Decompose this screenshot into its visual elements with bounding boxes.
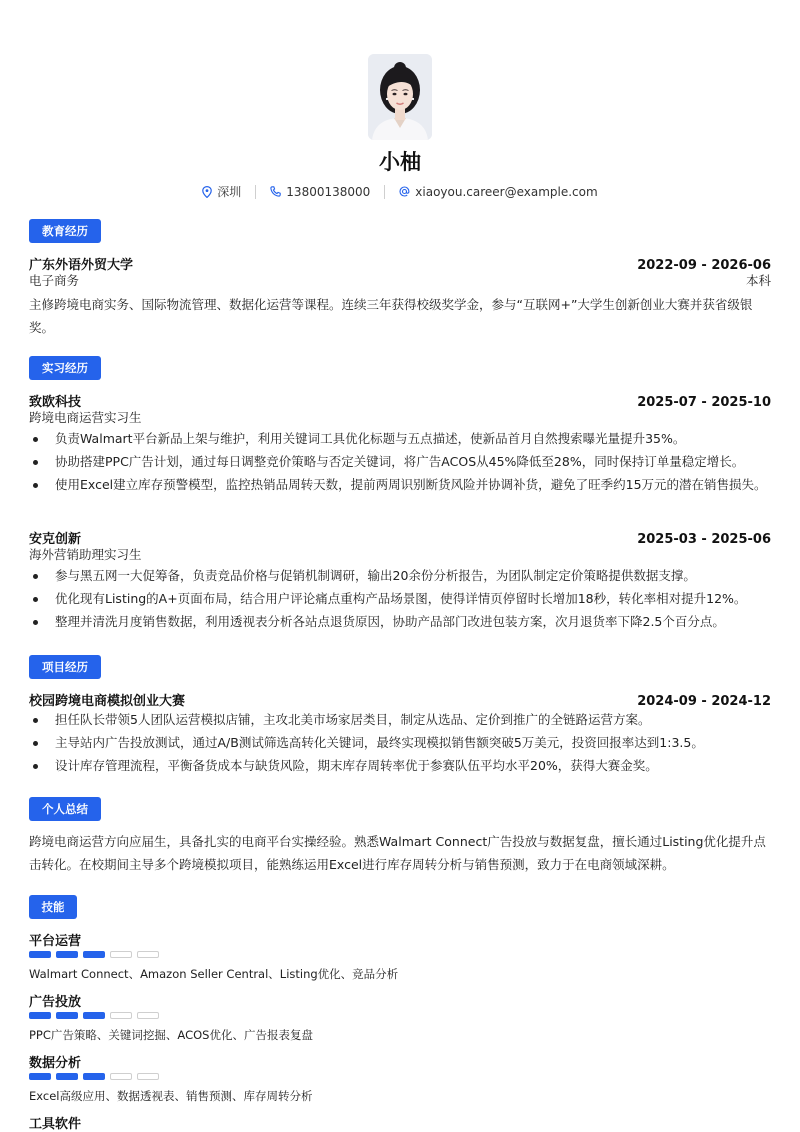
skill-level-bar bbox=[29, 1012, 159, 1019]
major: 电子商务 bbox=[29, 273, 80, 288]
skill-level-filled bbox=[56, 1012, 78, 1019]
bullet-dot bbox=[33, 741, 38, 746]
contact-divider bbox=[384, 185, 385, 199]
bullet-text: 使用Excel建立库存预警模型，监控热销品周转天数，提前两周识别断货风险并协调补货，避免了旺季约15万元的潜在销售损失。 bbox=[55, 477, 767, 492]
list-item bbox=[29, 428, 771, 450]
degree: 本科 bbox=[745, 273, 771, 288]
company-name: 致欧科技 bbox=[29, 395, 82, 410]
bullet-dot bbox=[33, 483, 38, 488]
bullet-dot bbox=[33, 574, 38, 579]
internship-heading: 实习经历 bbox=[29, 356, 101, 380]
skill-title: 平台运营 bbox=[29, 934, 82, 949]
skill-level-filled bbox=[83, 951, 105, 958]
list-item bbox=[29, 709, 771, 731]
company-name: 安克创新 bbox=[29, 532, 82, 547]
skill-desc: Excel高级应用、数据透视表、销售预测、库存周转分析 bbox=[29, 1089, 313, 1103]
email-text[interactable]: xiaoyou.career@example.com bbox=[415, 184, 598, 199]
avatar bbox=[368, 54, 432, 140]
bullet-text: 主导站内广告投放测试，通过A/B测试筛选高转化关键词，最终实现模拟销售额突破5万美元，投资回报率达到1:3.5。 bbox=[55, 735, 704, 750]
phone-text: 13800138000 bbox=[286, 184, 371, 199]
skill-level-empty bbox=[137, 1012, 159, 1019]
skill-level-filled bbox=[29, 1012, 51, 1019]
contact-location bbox=[202, 183, 241, 200]
skill-level-filled bbox=[29, 1073, 51, 1080]
bullet-text: 整理并清洗月度销售数据，利用透视表分析各站点退货原因，协助产品部门改进包装方案，次月退货率下降2.5个百分点。 bbox=[55, 614, 725, 629]
list-item bbox=[29, 451, 771, 473]
list-item bbox=[29, 732, 771, 754]
skill-level-filled bbox=[83, 1012, 105, 1019]
bullet-text: 协助搭建PPC广告计划，通过每日调整竞价策略与否定关键词，将广告ACOS从45%降低至28%，同时保持订单量稳定增长。 bbox=[55, 454, 745, 469]
project-name: 校园跨境电商模拟创业大赛 bbox=[29, 694, 186, 709]
skills-heading: 技能 bbox=[29, 895, 77, 919]
contact-phone bbox=[270, 185, 370, 199]
bullet-dot bbox=[33, 620, 38, 625]
project-header-row bbox=[29, 690, 771, 709]
skill-level-filled bbox=[29, 951, 51, 958]
bullet-text: 优化现有Listing的A+页面布局，结合用户评论痛点重构产品场景图，使得详情页停留时长增加18秒，转化率相对提升12%。 bbox=[55, 591, 747, 606]
education-date: 2022-09 - 2026-06 bbox=[637, 258, 771, 273]
skill-level-filled bbox=[56, 951, 78, 958]
bullet-dot bbox=[33, 460, 38, 465]
project-bullets bbox=[29, 709, 771, 778]
summary-text: 跨境电商运营方向应届生，具备扎实的电商平台实操经验。熟悉Walmart Connect广告投放与数据复盘，擅长通过Listing优化提升点击转化。在校期间主导多个跨境模拟项目，能熟练运用Excel进行库存周转分析与销售预测，致力于在电商领域深耕。 bbox=[29, 834, 766, 872]
job-bullets bbox=[29, 428, 771, 497]
job-role: 跨境电商运营实习生 bbox=[29, 410, 142, 425]
bullet-dot bbox=[33, 764, 38, 769]
candidate-name: 小柚 bbox=[379, 150, 421, 174]
job-bullets bbox=[29, 565, 771, 634]
education-description: 主修跨境电商实务、国际物流管理、数据化运营等课程。连续三年获得校级奖学金，参与“互联网+”大学生创新创业大赛并获省级银奖。 bbox=[29, 297, 753, 335]
skill-title: 广告投放 bbox=[29, 995, 82, 1010]
list-item bbox=[29, 565, 771, 587]
skill-level-empty bbox=[110, 1073, 132, 1080]
location-text: 深圳 bbox=[217, 185, 242, 199]
list-item bbox=[29, 611, 771, 633]
skill-level-filled bbox=[83, 1073, 105, 1080]
skill-desc: Walmart Connect、Amazon Seller Central、Listing优化、竞品分析 bbox=[29, 967, 399, 981]
contact-email[interactable] bbox=[399, 185, 597, 199]
job-role: 海外营销助理实习生 bbox=[29, 547, 142, 562]
project-date: 2024-09 - 2024-12 bbox=[637, 694, 771, 709]
list-item bbox=[29, 474, 771, 496]
contact-divider bbox=[255, 185, 256, 199]
job-role-row bbox=[29, 408, 771, 426]
skill-desc: PPC广告策略、关键词挖掘、ACOS优化、广告报表复盘 bbox=[29, 1028, 313, 1042]
bullet-text: 设计库存管理流程，平衡备货成本与缺货风险，期末库存周转率优于参赛队伍平均水平20%，获得大赛金奖。 bbox=[55, 758, 658, 773]
bullet-dot bbox=[33, 437, 38, 442]
skill-level-empty bbox=[110, 1012, 132, 1019]
skill-level-empty bbox=[137, 1073, 159, 1080]
skill-level-empty bbox=[137, 951, 159, 958]
skill-level-bar bbox=[29, 1073, 159, 1080]
phone-icon bbox=[270, 186, 281, 197]
job-date: 2025-07 - 2025-10 bbox=[637, 395, 771, 410]
job-date: 2025-03 - 2025-06 bbox=[637, 532, 771, 547]
list-item bbox=[29, 588, 771, 610]
location-pin-icon bbox=[202, 186, 212, 198]
skill-level-empty bbox=[110, 951, 132, 958]
bullet-text: 负责Walmart平台新品上架与维护，利用关键词工具优化标题与五点描述，使新品首月自然搜索曝光量提升35%。 bbox=[55, 431, 686, 446]
education-sub-row bbox=[29, 271, 771, 289]
list-item bbox=[29, 755, 771, 777]
skill-level-filled bbox=[56, 1073, 78, 1080]
school-name: 广东外语外贸大学 bbox=[29, 258, 134, 273]
education-heading: 教育经历 bbox=[29, 219, 101, 243]
bullet-dot bbox=[33, 718, 38, 723]
contact-row bbox=[0, 183, 800, 200]
bullet-text: 参与黑五网一大促筹备，负责竞品价格与促销机制调研，输出20余份分析报告，为团队制定定价策略提供数据支撑。 bbox=[55, 568, 696, 583]
skill-level-bar bbox=[29, 951, 159, 958]
bullet-dot bbox=[33, 597, 38, 602]
project-heading: 项目经历 bbox=[29, 655, 101, 679]
summary-heading: 个人总结 bbox=[29, 797, 101, 821]
skill-title: 数据分析 bbox=[29, 1056, 82, 1071]
at-sign-icon bbox=[399, 186, 410, 197]
job-role-row bbox=[29, 545, 771, 563]
bullet-text: 担任队长带领5人团队运营模拟店铺，主攻北美市场家居类目，制定从选品、定价到推广的全链路运营方案。 bbox=[55, 712, 651, 727]
skill-title: 工具软件 bbox=[29, 1117, 82, 1132]
